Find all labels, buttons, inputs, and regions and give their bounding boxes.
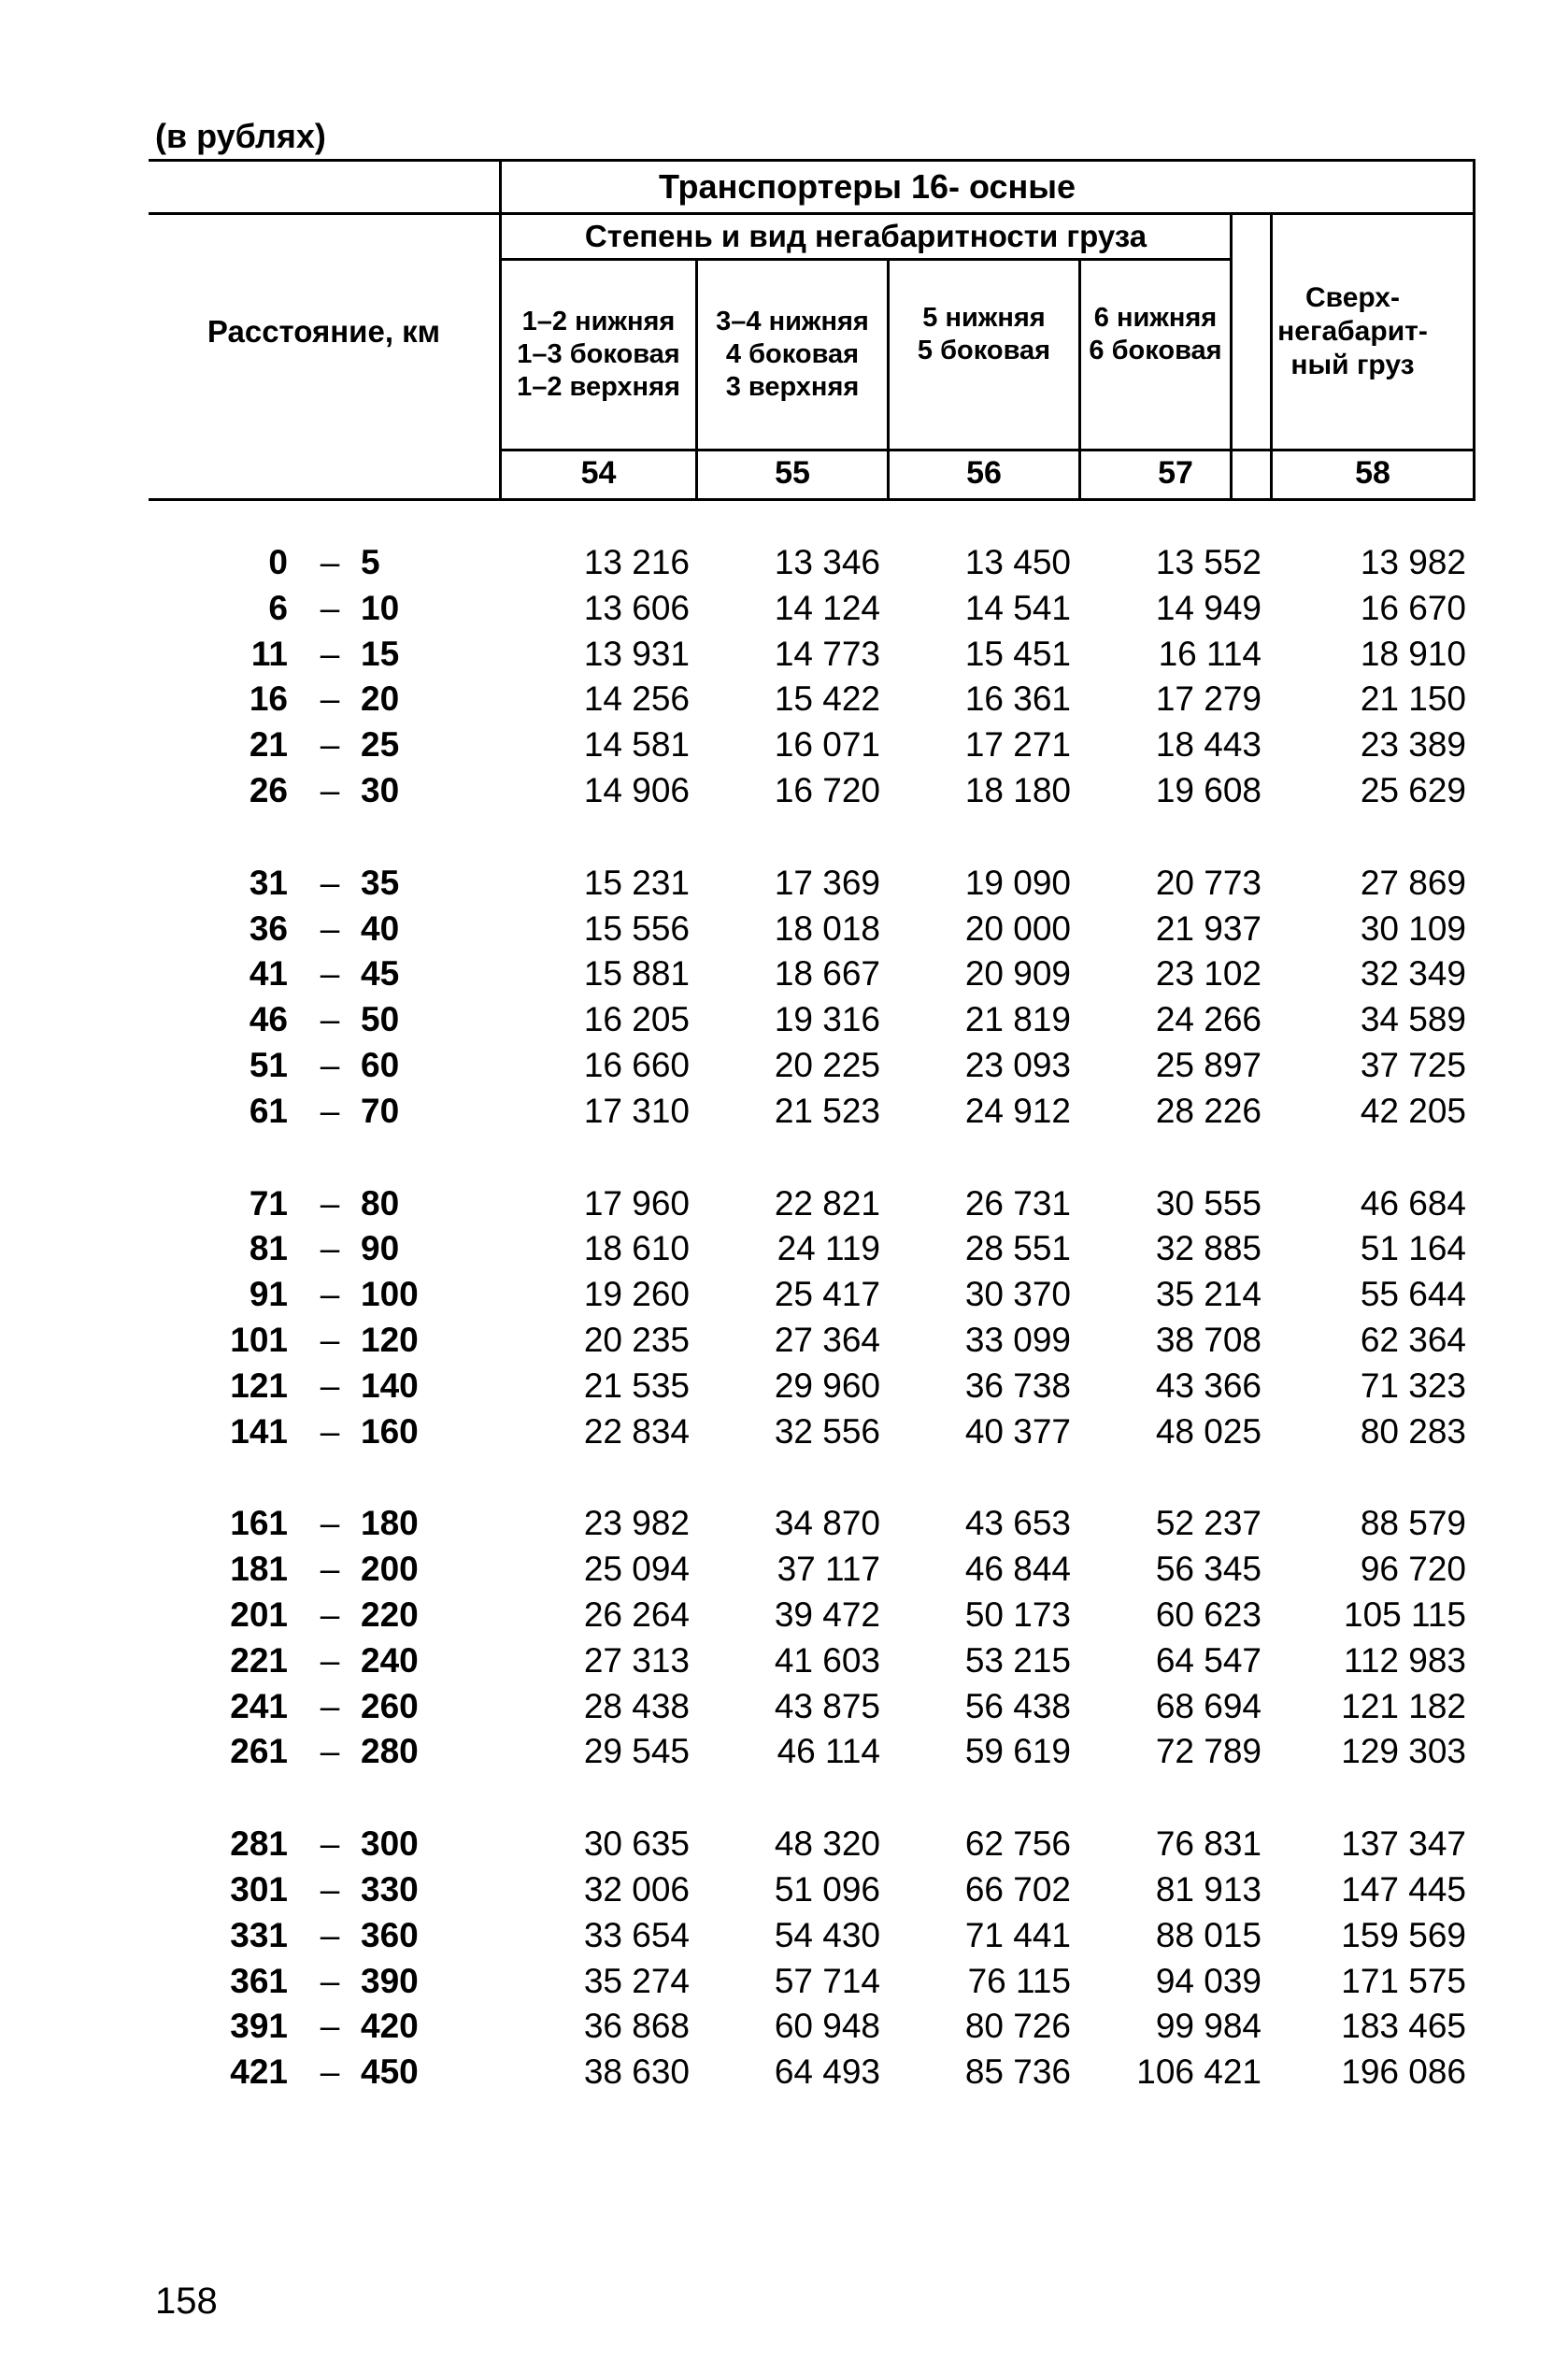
cell-col-56: 14 541 (964, 588, 1071, 627)
row-group (0, 861, 1568, 1135)
table-row (0, 1684, 1568, 1730)
table-row (0, 1043, 1568, 1089)
range-dash: – (320, 1183, 340, 1223)
cell-col-54: 13 931 (583, 634, 690, 673)
distance-to: 30 (361, 770, 400, 809)
cell-col-55: 16 720 (774, 770, 880, 809)
distance-from: 31 (249, 863, 288, 902)
distance-to: 140 (361, 1366, 419, 1405)
cell-col-58: 80 283 (1360, 1411, 1466, 1451)
cell-col-58: 121 182 (1341, 1686, 1466, 1725)
row-group (0, 1181, 1568, 1455)
cell-col-54: 26 264 (583, 1595, 690, 1634)
cell-col-54: 30 635 (583, 1824, 690, 1864)
distance-from: 36 (249, 908, 288, 948)
cell-col-57: 13 552 (1155, 543, 1262, 581)
cell-col-55: 34 870 (774, 1504, 880, 1543)
table-row (0, 861, 1568, 907)
distance-to: 90 (361, 1229, 400, 1268)
cell-col-55: 18 667 (774, 954, 880, 994)
table-row (0, 1318, 1568, 1364)
range-dash: – (320, 1550, 340, 1589)
cell-col-54: 15 881 (583, 954, 690, 994)
cell-col-56: 30 370 (964, 1275, 1071, 1314)
distance-to: 300 (361, 1824, 419, 1864)
cell-col-55: 19 316 (774, 1000, 880, 1039)
cell-col-56: 33 099 (964, 1320, 1071, 1359)
range-dash: – (320, 634, 340, 673)
row-group (0, 1822, 1568, 2095)
range-dash: – (320, 908, 340, 948)
distance-to: 20 (361, 679, 400, 719)
cell-col-55: 14 773 (774, 634, 880, 673)
cell-col-56: 21 819 (964, 1000, 1071, 1039)
distance-from: 16 (249, 679, 288, 719)
cell-col-55: 57 714 (774, 1961, 880, 2000)
table-row (0, 1913, 1568, 1959)
cell-col-55: 37 117 (777, 1550, 880, 1589)
distance-from: 121 (230, 1366, 288, 1405)
distance-to: 120 (361, 1320, 419, 1359)
cell-col-58: 51 164 (1360, 1229, 1466, 1268)
table-row (0, 768, 1568, 814)
distance-from: 91 (249, 1275, 288, 1314)
table-row (0, 1501, 1568, 1547)
cell-col-58: 13 982 (1360, 543, 1466, 581)
cell-col-57: 21 937 (1155, 908, 1262, 948)
table-row (0, 632, 1568, 678)
range-dash: – (320, 1595, 340, 1634)
cell-col-55: 27 364 (774, 1320, 880, 1359)
table-row (0, 722, 1568, 768)
range-dash: – (320, 2007, 340, 2046)
cell-col-54: 19 260 (583, 1275, 690, 1314)
distance-from: 21 (249, 725, 288, 765)
col-55-code: 55 (775, 455, 810, 492)
range-dash: – (320, 1411, 340, 1451)
range-dash: – (320, 1366, 340, 1405)
cell-col-54: 23 982 (583, 1504, 690, 1543)
distance-to: 180 (361, 1504, 419, 1543)
cell-col-56: 16 361 (964, 679, 1071, 719)
cell-col-57: 24 266 (1155, 1000, 1262, 1039)
table-row (0, 1593, 1568, 1638)
table-row (0, 2050, 1568, 2095)
cell-col-58: 18 910 (1360, 634, 1466, 673)
table-row (0, 1226, 1568, 1272)
range-dash: – (320, 679, 340, 719)
distance-to: 160 (361, 1411, 419, 1451)
cell-col-58: 42 205 (1360, 1091, 1466, 1130)
table-row (0, 1822, 1568, 1867)
cell-col-54: 14 906 (583, 770, 690, 809)
distance-to: 50 (361, 1000, 400, 1039)
distance-from: 81 (249, 1229, 288, 1268)
distance-from: 161 (230, 1504, 288, 1543)
cell-col-55: 16 071 (774, 725, 880, 765)
cell-col-56: 80 726 (964, 2007, 1071, 2046)
distance-from: 181 (230, 1550, 288, 1589)
cell-col-57: 30 555 (1155, 1183, 1262, 1223)
cell-col-58: 21 150 (1360, 679, 1466, 719)
cell-col-58: 147 445 (1341, 1869, 1466, 1909)
col-55-label: 3–4 нижняя 4 боковая 3 верхняя (716, 307, 869, 402)
table-header (149, 159, 1475, 501)
cell-col-58: 55 644 (1360, 1275, 1466, 1314)
cell-col-58: 88 579 (1360, 1504, 1466, 1543)
cell-col-56: 17 271 (964, 725, 1071, 765)
distance-to: 450 (361, 2052, 419, 2092)
cell-col-54: 18 610 (583, 1229, 690, 1268)
distance-to: 330 (361, 1869, 419, 1909)
distance-to: 15 (361, 634, 400, 673)
distance-to: 360 (361, 1915, 419, 1954)
cell-col-55: 14 124 (774, 588, 880, 627)
cell-col-57: 43 366 (1155, 1366, 1262, 1405)
range-dash: – (320, 1320, 340, 1359)
cell-col-57: 20 773 (1155, 863, 1262, 902)
distance-from: 0 (268, 543, 288, 581)
cell-col-58: 196 086 (1341, 2052, 1466, 2092)
cell-col-55: 43 875 (774, 1686, 880, 1725)
cell-col-56: 59 619 (964, 1732, 1071, 1771)
cell-col-56: 13 450 (964, 543, 1071, 581)
cell-col-58: 159 569 (1341, 1915, 1466, 1954)
range-dash: – (320, 863, 340, 902)
cell-col-58: 96 720 (1360, 1550, 1466, 1589)
table-row (0, 1959, 1568, 2005)
cell-col-57: 68 694 (1155, 1686, 1262, 1725)
cell-col-57: 35 214 (1155, 1275, 1262, 1314)
distance-from: 201 (230, 1595, 288, 1634)
table-row (0, 1547, 1568, 1593)
distance-from: 331 (230, 1915, 288, 1954)
cell-col-58: 34 589 (1360, 1000, 1466, 1039)
cell-col-57: 60 623 (1155, 1595, 1262, 1634)
table-row (0, 1409, 1568, 1455)
cell-col-58: 25 629 (1360, 770, 1466, 809)
cell-col-56: 85 736 (964, 2052, 1071, 2092)
distance-from: 261 (230, 1732, 288, 1771)
table-row (0, 1867, 1568, 1913)
cell-col-56: 18 180 (964, 770, 1071, 809)
cell-col-58: 32 349 (1360, 954, 1466, 994)
distance-from: 301 (230, 1869, 288, 1909)
cell-col-57: 94 039 (1155, 1961, 1262, 2000)
cell-col-54: 13 606 (583, 588, 690, 627)
cell-col-56: 66 702 (964, 1869, 1071, 1909)
cell-col-57: 81 913 (1155, 1869, 1262, 1909)
cell-col-56: 53 215 (964, 1640, 1071, 1680)
cell-col-56: 50 173 (964, 1595, 1071, 1634)
cell-col-57: 56 345 (1155, 1550, 1262, 1589)
cell-col-57: 19 608 (1155, 770, 1262, 809)
cell-col-58: 71 323 (1360, 1366, 1466, 1405)
cell-col-56: 40 377 (964, 1411, 1071, 1451)
distance-to: 260 (361, 1686, 419, 1725)
range-dash: – (320, 1824, 340, 1864)
cell-col-54: 35 274 (583, 1961, 690, 2000)
col-57-code: 57 (1158, 455, 1193, 492)
table-row (0, 951, 1568, 997)
cell-col-55: 18 018 (774, 908, 880, 948)
cell-col-54: 38 630 (583, 2052, 690, 2092)
row-group (0, 540, 1568, 814)
range-dash: – (320, 725, 340, 765)
range-dash: – (320, 1869, 340, 1909)
cell-col-55: 21 523 (774, 1091, 880, 1130)
cell-col-55: 24 119 (777, 1229, 880, 1268)
distance-from: 11 (250, 634, 288, 673)
distance-to: 45 (361, 954, 400, 994)
cell-col-58: 16 670 (1360, 588, 1466, 627)
distance-from: 71 (249, 1183, 288, 1223)
cell-col-55: 51 096 (774, 1869, 880, 1909)
cell-col-54: 20 235 (583, 1320, 690, 1359)
cell-col-58: 171 575 (1341, 1961, 1466, 2000)
cell-col-58: 62 364 (1360, 1320, 1466, 1359)
table-row (0, 586, 1568, 632)
cell-col-57: 18 443 (1155, 725, 1262, 765)
distance-to: 390 (361, 1961, 419, 2000)
cell-col-57: 23 102 (1155, 954, 1262, 994)
cell-col-57: 99 984 (1155, 2007, 1262, 2046)
cell-col-56: 76 115 (967, 1961, 1071, 2000)
range-dash: – (320, 1045, 340, 1084)
cell-col-58: 183 465 (1341, 2007, 1466, 2046)
distance-from: 141 (230, 1411, 288, 1451)
col-58-code: 58 (1355, 455, 1390, 492)
distance-from: 41 (249, 954, 288, 994)
distance-from: 6 (268, 588, 288, 627)
distance-from: 26 (249, 770, 288, 809)
cell-col-57: 106 421 (1136, 2052, 1262, 2092)
cell-col-58: 23 389 (1360, 725, 1466, 765)
col-56-code: 56 (966, 455, 1002, 492)
cell-col-54: 15 231 (583, 863, 690, 902)
cell-col-57: 16 114 (1158, 634, 1262, 673)
cell-col-54: 16 660 (583, 1045, 690, 1084)
range-dash: – (320, 770, 340, 809)
cell-col-57: 48 025 (1155, 1411, 1262, 1451)
distance-to: 70 (361, 1091, 400, 1130)
cell-col-57: 25 897 (1155, 1045, 1262, 1084)
distance-from: 421 (230, 2052, 288, 2092)
range-dash: – (320, 588, 340, 627)
range-dash: – (320, 2052, 340, 2092)
cell-col-57: 76 831 (1155, 1824, 1262, 1864)
cell-col-56: 46 844 (964, 1550, 1071, 1589)
distance-from: 361 (230, 1961, 288, 2000)
cell-col-57: 72 789 (1155, 1732, 1262, 1771)
table-row (0, 997, 1568, 1043)
cell-col-56: 28 551 (964, 1229, 1071, 1268)
page-number: 158 (155, 2281, 218, 2322)
cell-col-58: 112 983 (1344, 1640, 1466, 1680)
cell-col-56: 15 451 (964, 634, 1071, 673)
cell-col-56: 43 653 (964, 1504, 1071, 1543)
table-row (0, 1272, 1568, 1318)
cell-col-54: 33 654 (583, 1915, 690, 1954)
distance-to: 35 (361, 863, 400, 902)
cell-col-54: 13 216 (583, 543, 690, 581)
cell-col-54: 28 438 (583, 1686, 690, 1725)
col-54-label: 1–2 нижняя 1–3 боковая 1–2 верхняя (517, 307, 680, 402)
distance-from: 221 (230, 1640, 288, 1680)
distance-to: 10 (361, 588, 400, 627)
range-dash: – (320, 1686, 340, 1725)
units-note: (в рублях) (155, 117, 326, 155)
distance-to: 200 (361, 1550, 419, 1589)
table-row (0, 1638, 1568, 1684)
table-row (0, 907, 1568, 952)
cell-col-56: 24 912 (964, 1091, 1071, 1130)
distance-to: 420 (361, 2007, 419, 2046)
cell-col-56: 56 438 (964, 1686, 1071, 1725)
cell-col-55: 54 430 (774, 1915, 880, 1954)
distance-from: 241 (230, 1686, 288, 1725)
cell-col-58: 137 347 (1341, 1824, 1466, 1864)
row-group (0, 1501, 1568, 1775)
col-56-label: 5 нижняя 5 боковая (917, 303, 1051, 365)
cell-col-54: 15 556 (583, 908, 690, 948)
cell-col-55: 48 320 (774, 1824, 880, 1864)
distance-to: 100 (361, 1275, 419, 1314)
distance-from: 281 (230, 1824, 288, 1864)
subgroup-title: Степень и вид негабаритности груза (584, 219, 1147, 254)
distance-to: 280 (361, 1732, 419, 1771)
cell-col-56: 36 738 (964, 1366, 1071, 1405)
distance-to: 5 (361, 543, 380, 581)
group-title: Транспортеры 16- осные (658, 167, 1076, 207)
cell-col-56: 26 731 (964, 1183, 1071, 1223)
distance-to: 25 (361, 725, 400, 765)
table-row (0, 677, 1568, 722)
distance-label: Расстояние, км (207, 314, 441, 350)
cell-col-54: 25 094 (583, 1550, 690, 1589)
cell-col-54: 32 006 (583, 1869, 690, 1909)
cell-col-54: 22 834 (583, 1411, 690, 1451)
distance-to: 60 (361, 1045, 400, 1084)
table-row (0, 540, 1568, 586)
cell-col-58: 46 684 (1360, 1183, 1466, 1223)
cell-col-58: 105 115 (1344, 1595, 1466, 1634)
distance-from: 391 (230, 2007, 288, 2046)
cell-col-54: 14 256 (583, 679, 690, 719)
range-dash: – (320, 1504, 340, 1543)
cell-col-55: 20 225 (774, 1045, 880, 1084)
distance-to: 80 (361, 1183, 400, 1223)
distance-from: 101 (230, 1320, 288, 1359)
cell-col-55: 41 603 (774, 1640, 880, 1680)
cell-col-55: 25 417 (774, 1275, 880, 1314)
range-dash: – (320, 954, 340, 994)
cell-col-56: 71 441 (964, 1915, 1071, 1954)
table-row (0, 1089, 1568, 1135)
range-dash: – (320, 1275, 340, 1314)
cell-col-58: 37 725 (1360, 1045, 1466, 1084)
cell-col-56: 23 093 (964, 1045, 1071, 1084)
cell-col-57: 88 015 (1155, 1915, 1262, 1954)
cell-col-57: 64 547 (1155, 1640, 1262, 1680)
cell-col-54: 17 310 (583, 1091, 690, 1130)
distance-from: 51 (249, 1045, 288, 1084)
range-dash: – (320, 1091, 340, 1130)
cell-col-55: 29 960 (774, 1366, 880, 1405)
range-dash: – (320, 1229, 340, 1268)
cell-col-54: 16 205 (583, 1000, 690, 1039)
cell-col-55: 32 556 (774, 1411, 880, 1451)
cell-col-56: 20 000 (964, 908, 1071, 948)
distance-to: 220 (361, 1595, 419, 1634)
cell-col-57: 52 237 (1155, 1504, 1262, 1543)
distance-to: 40 (361, 908, 400, 948)
cell-col-56: 62 756 (964, 1824, 1071, 1864)
cell-col-55: 60 948 (774, 2007, 880, 2046)
range-dash: – (320, 1000, 340, 1039)
cell-col-56: 20 909 (964, 954, 1071, 994)
col-58-label: Сверх- негабарит- ный груз (1277, 282, 1428, 380)
cell-col-55: 39 472 (774, 1595, 880, 1634)
cell-col-55: 64 493 (774, 2052, 880, 2092)
cell-col-57: 38 708 (1155, 1320, 1262, 1359)
cell-col-55: 15 422 (774, 679, 880, 719)
range-dash: – (320, 1640, 340, 1680)
table-row (0, 1364, 1568, 1409)
distance-from: 46 (249, 1000, 288, 1039)
range-dash: – (320, 543, 340, 581)
cell-col-57: 14 949 (1155, 588, 1262, 627)
cell-col-58: 129 303 (1341, 1732, 1466, 1771)
cell-col-57: 32 885 (1155, 1229, 1262, 1268)
cell-col-55: 46 114 (777, 1732, 880, 1771)
cell-col-57: 17 279 (1155, 679, 1262, 719)
distance-from: 61 (249, 1091, 288, 1130)
table-row (0, 1181, 1568, 1227)
cell-col-55: 13 346 (774, 543, 880, 581)
range-dash: – (320, 1915, 340, 1954)
col-57-label: 6 нижняя 6 боковая (1089, 303, 1222, 365)
table-row (0, 2004, 1568, 2050)
cell-col-54: 21 535 (583, 1366, 690, 1405)
col-54-code: 54 (580, 455, 617, 492)
cell-col-54: 17 960 (583, 1183, 690, 1223)
range-dash: – (320, 1961, 340, 2000)
cell-col-58: 27 869 (1360, 863, 1466, 902)
cell-col-57: 28 226 (1155, 1091, 1262, 1130)
distance-to: 240 (361, 1640, 419, 1680)
range-dash: – (320, 1732, 340, 1771)
cell-col-54: 29 545 (583, 1732, 690, 1771)
cell-col-55: 17 369 (774, 863, 880, 902)
cell-col-55: 22 821 (774, 1183, 880, 1223)
cell-col-54: 27 313 (583, 1640, 690, 1680)
cell-col-56: 19 090 (964, 863, 1071, 902)
table-body (0, 540, 1568, 2142)
table-row (0, 1729, 1568, 1775)
cell-col-58: 30 109 (1360, 908, 1466, 948)
cell-col-54: 14 581 (583, 725, 690, 765)
cell-col-54: 36 868 (583, 2007, 690, 2046)
